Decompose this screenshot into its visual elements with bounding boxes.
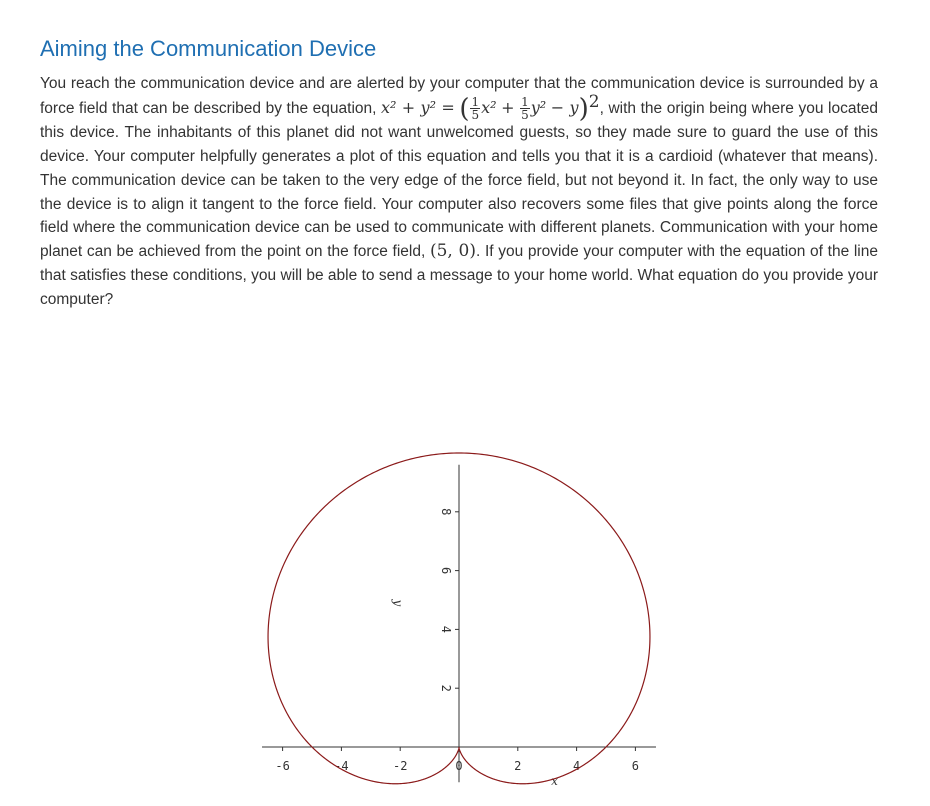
- x-tick-label: 2: [514, 759, 522, 773]
- left-paren: (: [459, 93, 470, 124]
- y-axis-label: y: [391, 599, 405, 607]
- equation-plus: +: [501, 97, 515, 117]
- x-tick-label: 6: [631, 759, 640, 773]
- home-point: (5, 0): [429, 241, 476, 262]
- force-field-equation: [381, 91, 600, 124]
- problem-statement: [40, 72, 878, 312]
- equation-term-x: x²: [481, 97, 497, 117]
- right-paren: ): [578, 93, 589, 124]
- y-tick-label: 8: [439, 508, 453, 516]
- problem-text-1: You reach the communication device and are alerted by your computer that the communication device is surrounded by a force field that can be described by the equation,: [40, 75, 878, 117]
- equation-minus-y: − y: [550, 97, 579, 117]
- x-tick-label: -2: [392, 759, 408, 773]
- y-tick-label: 6: [439, 566, 453, 575]
- equation-term-y: y²: [530, 97, 547, 117]
- problem-text-3: . If you provide your computer with the equation of the line that satisfies these conditions, you will be able to send a message to your home world. What equation do you provide your computer?: [40, 243, 878, 308]
- equation-exponent: 2: [588, 91, 600, 112]
- y-tick-label: 4: [439, 625, 453, 634]
- y-tick-label: 2: [439, 684, 453, 692]
- cardioid-plot: [250, 375, 670, 800]
- page-title: Aiming the Communication Device: [40, 36, 377, 61]
- x-axis-label: x: [551, 774, 558, 788]
- fraction-x: $\frac{1}{5}$: [471, 95, 480, 123]
- x-tick-label: -4: [334, 759, 349, 773]
- x-tick-label: -6: [275, 759, 290, 773]
- equation-lhs: x² + y² =: [381, 97, 455, 117]
- x-tick-label: 0: [455, 759, 463, 773]
- problem-text-2: , with the origin being where you located this device. The inhabitants of this planet did not want unwelcomed guests, so they made sure to guard the use of this device. Your computer helpfully generates a plot of this equation and tells you that it is a cardioid (whatever that means). The communication device can be taken to the very edge of the force field, but not beyond it. In fact, the only way to use the device is to align it tangent to the force field. Your computer also recovers some files that give points along the force field where the communication device can be used to communicate with different planets. Communication with your home planet can be achieved from the point on the force field,: [40, 99, 879, 261]
- fraction-y: $\frac{1}{5}$: [521, 95, 529, 123]
- x-tick-label: 4: [572, 759, 581, 773]
